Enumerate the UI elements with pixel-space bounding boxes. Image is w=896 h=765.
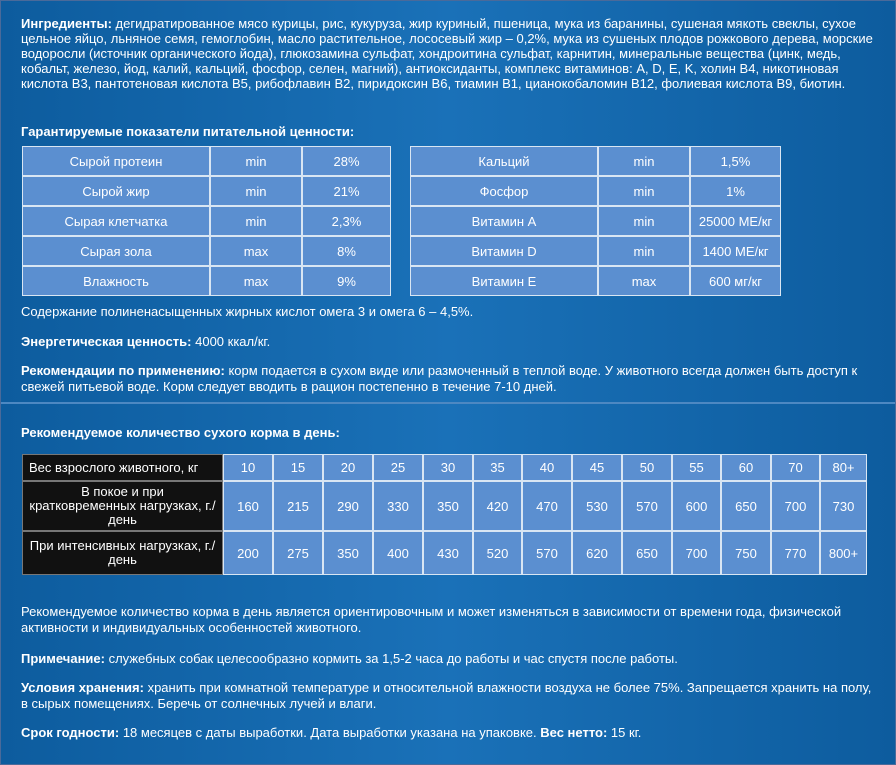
rest-amount-cell: 700: [771, 481, 820, 531]
active-amount-cell: 430: [423, 531, 473, 575]
nutrient-value: 28%: [302, 146, 391, 176]
nutrient-value: 1400 МЕ/кг: [690, 236, 781, 266]
note-paragraph: [21, 651, 881, 666]
nutrient-row: [22, 146, 391, 176]
active-amount-cell: 520: [473, 531, 522, 575]
nutrient-limit: max: [210, 236, 302, 266]
nutrient-limit: min: [598, 176, 690, 206]
nutrient-limit: max: [598, 266, 690, 296]
rest-amount-cell: 290: [323, 481, 373, 531]
weight-cell: 30: [423, 454, 473, 481]
rest-amount-cell: 570: [622, 481, 672, 531]
nutrient-row: [22, 266, 391, 296]
nutrient-value: 21%: [302, 176, 391, 206]
weight-cell: 25: [373, 454, 423, 481]
active-header: При интенсивных нагрузках, г./день: [22, 531, 223, 575]
omega-text: Содержание полиненасыщенных жирных кислот омега 3 и омега 6 – 4,5%.: [21, 304, 474, 319]
nutrient-limit: min: [210, 146, 302, 176]
nutrient-value: 25000 МЕ/кг: [690, 206, 781, 236]
nutrient-name: Сырой протеин: [22, 146, 210, 176]
rest-amount-cell: 650: [721, 481, 771, 531]
storage-label: Условия хранения:: [21, 680, 144, 695]
weight-cell: 70: [771, 454, 820, 481]
nutrient-row: [410, 206, 781, 236]
nutrient-name: Кальций: [410, 146, 598, 176]
note-label: Примечание:: [21, 651, 105, 666]
active-amount-cell: 570: [522, 531, 572, 575]
rest-amount-cell: 420: [473, 481, 522, 531]
active-amount-cell: 200: [223, 531, 273, 575]
nutrient-name: Сырой жир: [22, 176, 210, 206]
nutrient-row: [410, 236, 781, 266]
feeding-table: [22, 454, 867, 575]
weight-cell: 50: [622, 454, 672, 481]
nutrient-value: 8%: [302, 236, 391, 266]
active-amount-cell: 800+: [820, 531, 867, 575]
nutrient-name: Сырая клетчатка: [22, 206, 210, 236]
nutrient-row: [22, 236, 391, 266]
active-amount-cell: 350: [323, 531, 373, 575]
nutrient-value: 1%: [690, 176, 781, 206]
nutrient-row: [22, 176, 391, 206]
energy-paragraph: [21, 334, 881, 349]
nutrient-row: [410, 266, 781, 296]
rest-amount-cell: 160: [223, 481, 273, 531]
nutrient-limit: min: [210, 176, 302, 206]
active-amount-cell: 700: [672, 531, 721, 575]
weight-cell: 55: [672, 454, 721, 481]
nutrient-name: Сырая зола: [22, 236, 210, 266]
nutrient-limit: min: [598, 206, 690, 236]
active-amount-cell: 275: [273, 531, 323, 575]
nutrient-value: 600 мг/кг: [690, 266, 781, 296]
weight-cell: 10: [223, 454, 273, 481]
nutrient-limit: min: [210, 206, 302, 236]
composition-section: [1, 1, 895, 402]
nutrient-limit: min: [598, 236, 690, 266]
weight-cell: 45: [572, 454, 622, 481]
nutrient-row: [410, 146, 781, 176]
approximate-text: Рекомендуемое количество корма в день является ориентировочным и может изменяться в зависимости от времени года, физической активности и индивидуальных особенностей животного.: [21, 604, 842, 635]
energy-label: Энергетическая ценность:: [21, 334, 192, 349]
recommendations-label: Рекомендации по применению:: [21, 363, 225, 378]
energy-text: 4000 ккал/кг.: [191, 334, 271, 349]
storage-paragraph: [21, 680, 881, 712]
nutrition-table-right: [410, 146, 781, 296]
nutrient-row: [22, 206, 391, 236]
rest-amount-cell: 215: [273, 481, 323, 531]
weight-cell: 35: [473, 454, 522, 481]
shelf-label: Срок годности:: [21, 725, 120, 740]
weight-cell: 40: [522, 454, 572, 481]
nutrient-limit: min: [598, 146, 690, 176]
shelf-paragraph: [21, 725, 881, 740]
nutrient-name: Витамин A: [410, 206, 598, 236]
feeding-section: [1, 402, 895, 765]
rest-amount-cell: 730: [820, 481, 867, 531]
nutrient-name: Витамин E: [410, 266, 598, 296]
guaranteed-title: Гарантируемые показатели питательной ценности:: [21, 124, 355, 139]
rest-amount-cell: 530: [572, 481, 622, 531]
recommendations-text: корм подается в сухом виде или размоченный в теплой воде. У животного всегда должен быть доступ к свежей питьевой воде. Корм следует вводить в рацион постепенно в течение 7-10 дней.: [21, 363, 858, 394]
nutrient-limit: max: [210, 266, 302, 296]
nutrient-name: Влажность: [22, 266, 210, 296]
active-amount-cell: 650: [622, 531, 672, 575]
net-weight-text: 15 кг.: [607, 725, 642, 740]
shelf-text: 18 месяцев с даты выработки. Дата выработки указана на упаковке.: [119, 725, 541, 740]
active-amount-cell: 770: [771, 531, 820, 575]
weight-cell: 60: [721, 454, 771, 481]
feeding-title: Рекомендуемое количество сухого корма в день:: [21, 425, 340, 440]
ingredients-text: дегидратированное мясо курицы, рис, кукуруза, жир куриный, пшеница, мука из баранины, сушеная мякоть свеклы, сухое цельное яйцо, льняное семя, гемоглобин, масло растительное, лососевый жир – 0,2%, мука из сушеных плодов рожкового дерева, морские водоросли (источник органического йода), глюкозамина сульфат, хондроитина сульфат, карнитин, минеральные вещества (цинк, медь, кобальт, железо, йод, калий, кальций, фосфор, селен, магний), антиоксиданты, комплекс витаминов: A, D, E, K, холин B4, никотиновая кислота B3, пантотеновая кислота B5, рибофлавин B2, пиридоксин B6, тиамин B1, цианокобаломин B12, фолиевая кислота B9, биотин.: [21, 16, 873, 91]
active-amount-cell: 750: [721, 531, 771, 575]
rest-amount-cell: 470: [522, 481, 572, 531]
nutrient-value: 1,5%: [690, 146, 781, 176]
nutrient-name: Фосфор: [410, 176, 598, 206]
rest-amount-cell: 600: [672, 481, 721, 531]
nutrient-row: [410, 176, 781, 206]
net-weight-label: Вес нетто:: [540, 725, 608, 740]
recommendations-paragraph: [21, 363, 881, 395]
storage-text: хранить при комнатной температуре и относительной влажности воздуха не более 75%. Запрещается хранить на полу, в сырых помещениях. Беречь от солнечных лучей и влаги.: [21, 680, 872, 711]
rest-amount-cell: 330: [373, 481, 423, 531]
weight-cell: 80+: [820, 454, 867, 481]
active-amount-cell: 620: [572, 531, 622, 575]
nutrient-name: Витамин D: [410, 236, 598, 266]
nutrient-value: 9%: [302, 266, 391, 296]
weight-cell: 20: [323, 454, 373, 481]
rest-header: В покое и при кратковременных нагрузках, г./день: [22, 481, 223, 531]
weight-cell: 15: [273, 454, 323, 481]
note-text: служебных собак целесообразно кормить за 1,5-2 часа до работы и час спустя после работы.: [104, 651, 678, 666]
nutrient-value: 2,3%: [302, 206, 391, 236]
nutrition-table-left: [22, 146, 391, 296]
active-amount-cell: 400: [373, 531, 423, 575]
rest-amount-cell: 350: [423, 481, 473, 531]
weight-header: Вес взрослого животного, кг: [22, 454, 223, 481]
ingredients-paragraph: [21, 16, 881, 91]
ingredients-label: Ингредиенты:: [21, 16, 112, 31]
